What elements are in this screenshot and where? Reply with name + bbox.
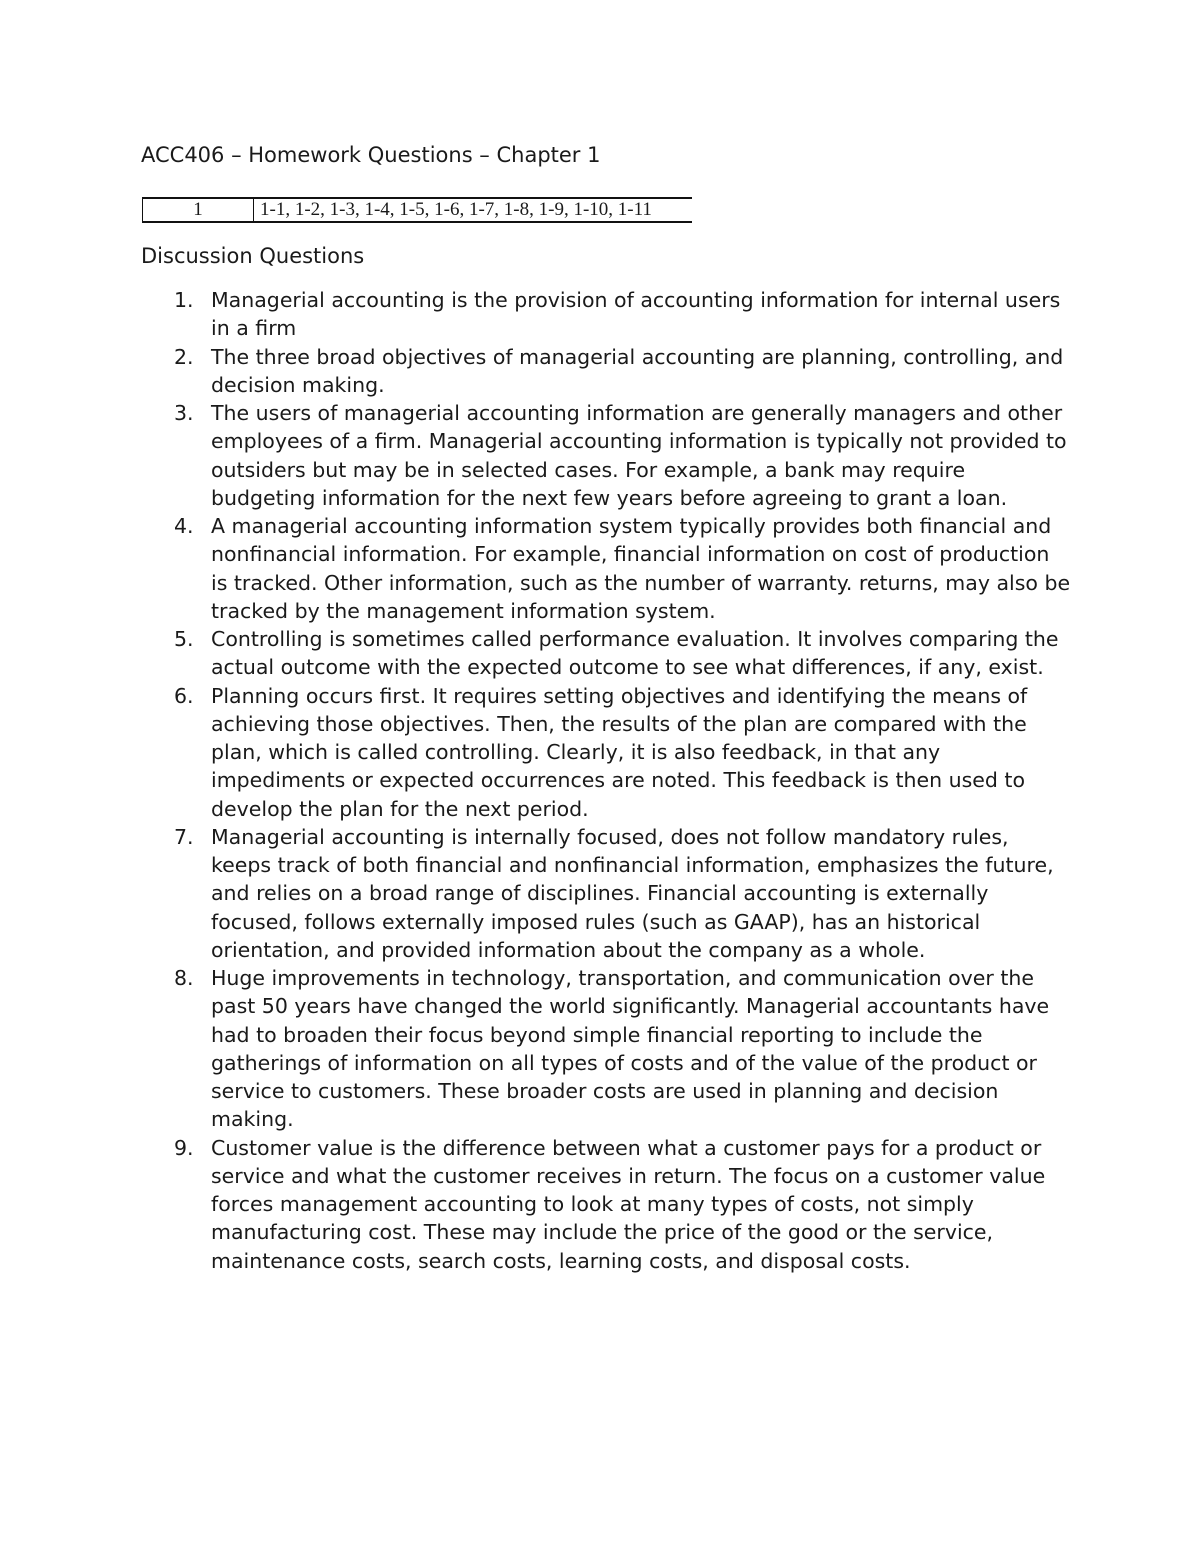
- list-item: [0, 512, 1071, 625]
- answers-list: [0, 286, 1200, 1275]
- table-row: [143, 198, 693, 222]
- item-text: Huge improvements in technology, transportation, and communication over the past 50 years have changed the world significantly. Managerial accountants have had to broaden their focus beyond simple financial reporting to include the gatherings of information on all types of costs and of the value of the product or service to customers. These broader costs are used in planning and decision making.: [211, 966, 1050, 1132]
- item-number: 5.: [174, 627, 194, 651]
- list-item: [0, 286, 1071, 343]
- item-number: 7.: [174, 824, 194, 849]
- list-item: [0, 823, 1071, 964]
- item-text: Controlling is sometimes called performance evaluation. It involves comparing the actual outcome with the expected outcome to see what differences, if any, exist.: [211, 627, 1059, 680]
- list-item: [0, 343, 1071, 400]
- item-text: Planning occurs first. It requires setting objectives and identifying the means of achieving those objectives. Then, the results of the plan are compared with the plan, which is called controlling. Clearly, it is also feedback, in that any impediments or expected occurrences are noted. This feedback is then used to develop the plan for the next period.: [211, 683, 1028, 821]
- list-item: [0, 399, 1071, 512]
- list-item: [0, 964, 1071, 1134]
- item-text: Managerial accounting is the provision of accounting information for internal users in a firm: [211, 288, 1061, 341]
- list-item: [0, 1134, 1071, 1275]
- list-item: [0, 682, 1071, 823]
- item-text: The users of managerial accounting information are generally managers and other employees of a firm. Managerial accounting information is typically not provided to outsiders but may be in selected cases. For example, a bank may require budgeting information for the next few years before agreeing to grant a loan.: [211, 401, 1067, 510]
- item-number: 9.: [174, 1135, 194, 1160]
- item-number: 6.: [174, 683, 194, 708]
- item-text: The three broad objectives of managerial accounting are planning, controlling, and decision making.: [211, 344, 1064, 397]
- item-number: 1.: [174, 288, 194, 312]
- item-text: Customer value is the difference between what a customer pays for a product or service and what the customer receives in return. The focus on a customer value forces management accounting to look at many types of costs, not simply manufacturing cost. These may include the price of the good or the service, maintenance costs, search costs, learning costs, and disposal costs.: [211, 1135, 1046, 1273]
- item-number: 2.: [174, 344, 194, 369]
- problems-cell: 1-1, 1-2, 1-3, 1-4, 1-5, 1-6, 1-7, 1-8, 1-9, 1-10, 1-11: [254, 198, 693, 222]
- section-heading: Discussion Questions: [141, 244, 365, 268]
- item-text: A managerial accounting information system typically provides both financial and nonfinancial information. For example, financial information on cost of production is tracked. Other information, such as the number of warranty. returns, may also be tracked by the management information system.: [211, 514, 1071, 623]
- document-title: ACC406 – Homework Questions – Chapter 1: [141, 143, 601, 167]
- chapter-cell: 1: [143, 198, 254, 222]
- item-number: 4.: [174, 514, 194, 538]
- item-text: Managerial accounting is internally focused, does not follow mandatory rules, keeps track of both financial and nonfinancial information, emphasizes the future, and relies on a broad range of disciplines. Financial accounting is externally focused, follows externally imposed rules (such as GAAP), has an historical orientation, and provided information about the company as a whole.: [211, 824, 1054, 962]
- list-item: [0, 625, 1071, 682]
- item-number: 8.: [174, 966, 194, 990]
- item-number: 3.: [174, 401, 194, 425]
- assignment-table: [142, 197, 692, 223]
